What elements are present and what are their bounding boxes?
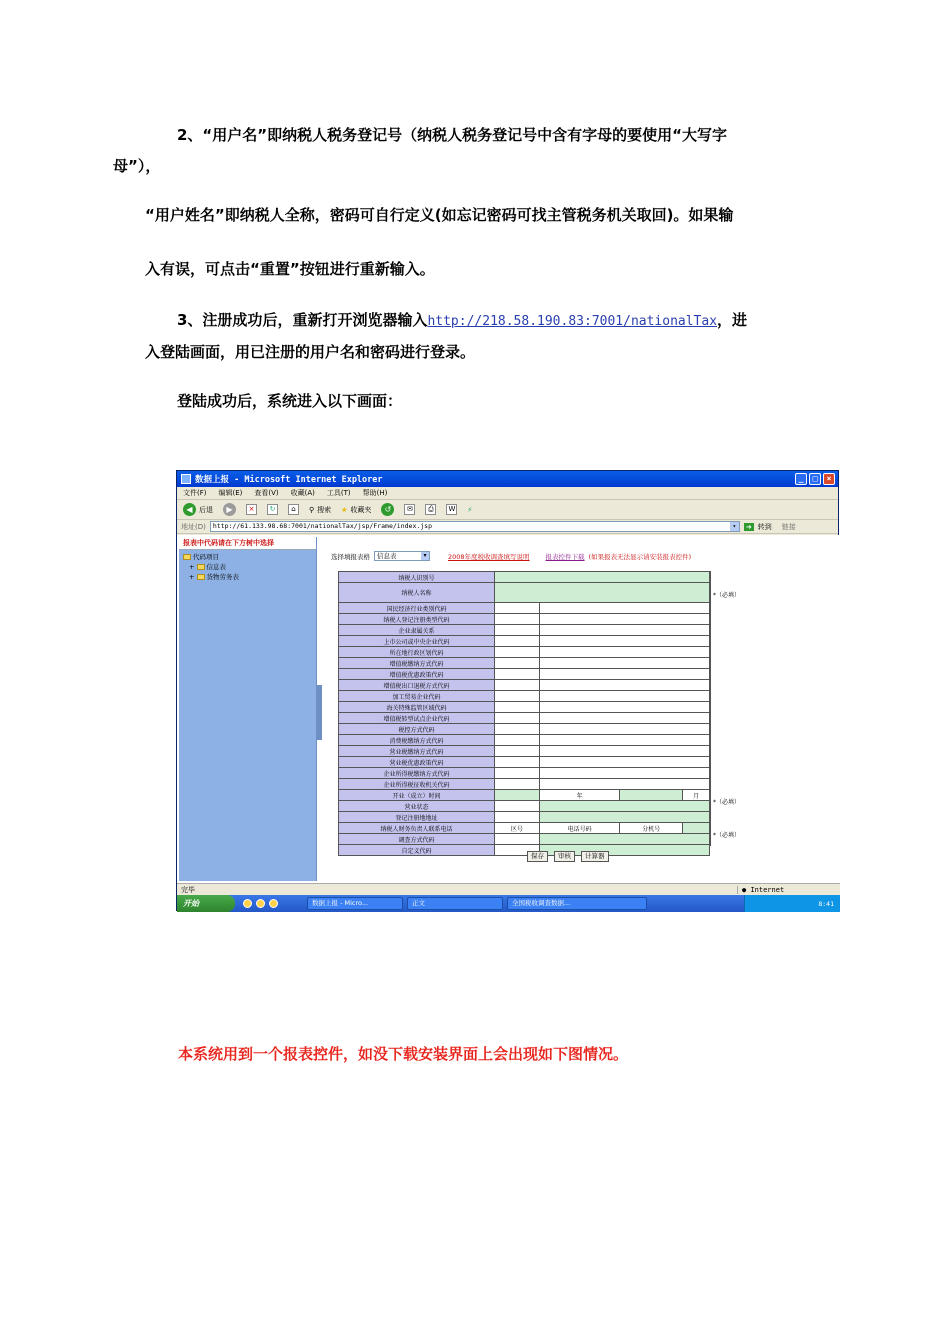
field-input[interactable] bbox=[495, 834, 540, 845]
required-mark: *（必填） bbox=[713, 832, 741, 839]
ie-icon bbox=[181, 474, 191, 484]
stop-button[interactable] bbox=[246, 504, 257, 515]
tree-item-label: 信息表 bbox=[206, 563, 227, 571]
field-label: 增值税转型试点企业代码 bbox=[339, 713, 495, 724]
field-input[interactable] bbox=[495, 625, 540, 636]
search-label: 搜索 bbox=[317, 505, 332, 514]
window-controls bbox=[795, 473, 835, 485]
form-pane bbox=[323, 537, 836, 881]
quicklaunch-icon[interactable] bbox=[269, 899, 278, 908]
forward-button[interactable] bbox=[223, 503, 236, 516]
field-input[interactable] bbox=[495, 572, 710, 583]
left-tree-pane bbox=[179, 537, 317, 881]
field-label: 海关特殊监管区域代码 bbox=[339, 702, 495, 713]
field-input[interactable] bbox=[539, 735, 709, 746]
text-line: 2、“用户名”即纳税人税务登记号（纳税人税务登记号中含有字母的要使用“大写字 bbox=[177, 126, 728, 144]
field-input[interactable] bbox=[539, 614, 709, 625]
favorites-button[interactable] bbox=[341, 505, 371, 515]
quicklaunch-icon[interactable] bbox=[256, 899, 265, 908]
field-input[interactable] bbox=[539, 746, 709, 757]
table-row bbox=[339, 735, 710, 746]
quicklaunch-icon[interactable] bbox=[243, 899, 252, 908]
star-icon: ★ bbox=[341, 505, 348, 514]
field-input[interactable] bbox=[539, 768, 709, 779]
form-buttons bbox=[527, 851, 609, 862]
text-line: ，进 bbox=[717, 311, 748, 329]
table-row bbox=[339, 572, 710, 583]
menu-file[interactable]: 文件(F) bbox=[183, 489, 207, 497]
tree-item-label: 货物劳务表 bbox=[206, 573, 240, 581]
table-row bbox=[339, 713, 710, 724]
table-row bbox=[339, 636, 710, 647]
field-label: 企业所得税征收机关代码 bbox=[339, 779, 495, 790]
tree-root[interactable] bbox=[183, 552, 312, 562]
table-row bbox=[339, 790, 710, 801]
menu-help[interactable]: 帮助(H) bbox=[362, 489, 388, 497]
field-input[interactable] bbox=[539, 724, 709, 735]
field-label: 加工贸易企业代码 bbox=[339, 691, 495, 702]
login-url-link[interactable]: http://218.58.190.83:7001/nationalTax bbox=[427, 314, 718, 329]
chevron-down-icon[interactable]: ▾ bbox=[730, 522, 739, 531]
table-row bbox=[339, 834, 710, 845]
links-label[interactable]: 链接 bbox=[781, 522, 796, 531]
field-input[interactable] bbox=[539, 834, 709, 845]
forward-arrow-icon: ▶ bbox=[223, 503, 236, 516]
save-button[interactable]: 保存 bbox=[527, 851, 548, 862]
paragraph-username bbox=[113, 120, 810, 182]
field-input[interactable] bbox=[495, 746, 540, 757]
field-input[interactable] bbox=[539, 669, 709, 680]
text-line: “用户姓名”即纳税人全称，密码可自行定义(如忘记密码可找主管税务机关取回)。如果输 bbox=[145, 206, 734, 224]
print-button[interactable] bbox=[425, 504, 436, 515]
field-input[interactable] bbox=[539, 625, 709, 636]
text-line: 入登陆画面，用已注册的用户名和密码进行登录。 bbox=[145, 343, 476, 361]
control-hint: (如果报表无法显示请安装报表控件) bbox=[588, 552, 692, 561]
field-input[interactable] bbox=[539, 702, 709, 713]
minimize-icon[interactable]: _ bbox=[795, 473, 807, 485]
menu-edit[interactable]: 编辑(E) bbox=[218, 489, 243, 497]
close-icon[interactable]: × bbox=[823, 473, 835, 485]
field-input[interactable] bbox=[539, 636, 709, 647]
home-button[interactable] bbox=[288, 504, 299, 515]
text-line: 母”）， bbox=[113, 157, 161, 175]
menu-bar bbox=[177, 487, 838, 500]
field-input[interactable] bbox=[539, 680, 709, 691]
search-button[interactable] bbox=[309, 505, 331, 515]
field-label: 营业税缴纳方式代码 bbox=[339, 746, 495, 757]
required-mark: *（必填） bbox=[713, 592, 741, 599]
ie-window-screenshot bbox=[176, 470, 839, 911]
field-input[interactable] bbox=[495, 790, 540, 801]
table-row bbox=[339, 669, 710, 680]
taskbar bbox=[177, 895, 840, 912]
field-input[interactable] bbox=[495, 812, 540, 823]
system-tray bbox=[744, 895, 840, 912]
field-input[interactable] bbox=[495, 691, 540, 702]
start-button[interactable] bbox=[177, 895, 235, 912]
field-input[interactable] bbox=[495, 636, 540, 647]
field-input[interactable] bbox=[495, 702, 540, 713]
field-input[interactable] bbox=[495, 680, 540, 691]
form-toolbar bbox=[331, 551, 691, 561]
field-label: 增值税出口退税方式代码 bbox=[339, 680, 495, 691]
table-row bbox=[339, 757, 710, 768]
edit-icon: W bbox=[446, 504, 457, 515]
folder-icon bbox=[197, 564, 205, 570]
paragraph-reset bbox=[145, 254, 810, 285]
table-row bbox=[339, 614, 710, 625]
text-line: 登陆成功后，系统进入以下画面： bbox=[177, 392, 403, 410]
field-label: 调查方式代码 bbox=[339, 834, 495, 845]
field-label: 营业状态 bbox=[339, 801, 495, 812]
code-tree bbox=[179, 550, 316, 584]
menu-view[interactable]: 查看(V) bbox=[254, 489, 279, 497]
field-caption: 电话号码 bbox=[539, 823, 620, 834]
field-label: 纳税人名称 bbox=[339, 583, 495, 603]
field-label: 纳税人识别号 bbox=[339, 572, 495, 583]
field-input[interactable] bbox=[539, 812, 709, 823]
field-input[interactable] bbox=[495, 713, 540, 724]
browser-toolbar bbox=[177, 500, 838, 520]
address-label: 地址(D) bbox=[181, 522, 206, 531]
field-input[interactable] bbox=[495, 768, 540, 779]
back-label: 后退 bbox=[199, 505, 213, 514]
back-button[interactable] bbox=[183, 503, 213, 516]
field-label: 企业隶属关系 bbox=[339, 625, 495, 636]
table-row bbox=[339, 823, 710, 834]
required-mark: *（必填） bbox=[713, 799, 741, 806]
field-input[interactable] bbox=[495, 614, 540, 625]
table-row bbox=[339, 812, 710, 823]
field-label: 增值税缴纳方式代码 bbox=[339, 658, 495, 669]
field-input[interactable] bbox=[495, 779, 540, 790]
refresh-button[interactable] bbox=[267, 504, 278, 515]
mail-icon: ✉ bbox=[404, 504, 415, 515]
field-label: 所在地行政区划代码 bbox=[339, 647, 495, 658]
paragraph-fullname bbox=[145, 200, 810, 231]
field-input[interactable] bbox=[495, 757, 540, 768]
field-label: 企业所得税缴纳方式代码 bbox=[339, 768, 495, 779]
table-row bbox=[339, 768, 710, 779]
field-input[interactable] bbox=[495, 669, 540, 680]
select-label: 选择填报表格 bbox=[331, 552, 370, 561]
field-label: 开业（成立）时间 bbox=[339, 790, 495, 801]
audit-button[interactable]: 审核 bbox=[554, 851, 575, 862]
tree-item-info[interactable]: + 信息表 bbox=[189, 563, 227, 571]
field-input[interactable] bbox=[539, 691, 709, 702]
table-select[interactable] bbox=[374, 551, 430, 561]
messenger-button[interactable] bbox=[467, 506, 472, 514]
task-app[interactable]: 全国税收调查数据... bbox=[507, 897, 647, 910]
clock: 8:41 bbox=[818, 899, 834, 908]
paragraph-after-login bbox=[145, 386, 810, 417]
table-row bbox=[339, 583, 710, 603]
field-input[interactable] bbox=[495, 658, 540, 669]
globe-icon: ● bbox=[742, 885, 747, 894]
address-value: http://61.133.98.68:7001/nationalTax/jsp/Frame/index.jsp bbox=[212, 522, 433, 530]
status-bar bbox=[177, 883, 840, 895]
stop-icon: × bbox=[246, 504, 257, 515]
search-icon: ⚲ bbox=[309, 505, 315, 514]
field-input[interactable] bbox=[495, 647, 540, 658]
paragraph-login-url bbox=[145, 305, 810, 368]
field-input[interactable] bbox=[539, 713, 709, 724]
field-label: 自定义代码 bbox=[339, 845, 495, 856]
menu-tools[interactable]: 工具(T) bbox=[326, 489, 351, 497]
field-input[interactable] bbox=[495, 801, 540, 812]
field-label: 国民经济行业类别代码 bbox=[339, 603, 495, 614]
field-input[interactable] bbox=[495, 583, 710, 603]
address-input[interactable] bbox=[210, 521, 740, 532]
go-label[interactable]: 转到 bbox=[757, 522, 772, 531]
field-label: 纳税人财务负责人联系电话 bbox=[339, 823, 495, 834]
field-input[interactable] bbox=[539, 779, 709, 790]
back-arrow-icon: ◀ bbox=[183, 503, 196, 516]
calculator-button[interactable]: 计算器 bbox=[581, 851, 609, 862]
table-row bbox=[339, 658, 710, 669]
table-row bbox=[339, 702, 710, 713]
control-download-link[interactable]: 报表控件下载 bbox=[545, 552, 585, 561]
field-input[interactable] bbox=[495, 603, 540, 614]
field-input[interactable] bbox=[620, 790, 683, 801]
table-row bbox=[339, 779, 710, 790]
field-label: 登记注册地地址 bbox=[339, 812, 495, 823]
control-warning-note: 本系统用到一个报表控件，如没下载安装界面上会出现如下图情况。 bbox=[178, 1045, 629, 1063]
window-titlebar bbox=[177, 471, 838, 487]
history-icon: ↺ bbox=[381, 503, 394, 516]
required-column bbox=[710, 571, 824, 846]
field-input[interactable] bbox=[495, 724, 540, 735]
table-row bbox=[339, 724, 710, 735]
field-caption: 年 bbox=[539, 790, 620, 801]
start-label: 开始 bbox=[183, 899, 199, 908]
field-label: 消费税缴纳方式代码 bbox=[339, 735, 495, 746]
table-row bbox=[339, 801, 710, 812]
table-row bbox=[339, 680, 710, 691]
field-label: 税控方式代码 bbox=[339, 724, 495, 735]
mail-button[interactable] bbox=[404, 504, 415, 515]
status-zone bbox=[737, 886, 784, 894]
pane-splitter[interactable] bbox=[317, 685, 322, 740]
history-button[interactable] bbox=[381, 503, 394, 516]
favorites-label: 收藏夹 bbox=[350, 505, 372, 514]
window-title: 数据上报 - Microsoft Internet Explorer bbox=[195, 475, 383, 485]
tree-header: 报表中代码请在下方树中选择 bbox=[179, 537, 316, 550]
survey-instructions-link[interactable]: 2008年度税收调查填写说明 bbox=[448, 552, 530, 561]
edit-button[interactable] bbox=[446, 504, 457, 515]
field-input[interactable] bbox=[539, 658, 709, 669]
print-icon: ⎙ bbox=[425, 504, 436, 515]
tree-item-goods[interactable]: + 货物劳务表 bbox=[189, 573, 240, 581]
status-text: 完毕 bbox=[181, 885, 195, 894]
chevron-down-icon: ▾ bbox=[421, 552, 429, 560]
menu-favorites[interactable]: 收藏(A) bbox=[290, 489, 315, 497]
go-button-icon[interactable]: ➜ bbox=[745, 522, 752, 531]
field-input[interactable] bbox=[539, 603, 709, 614]
table-row bbox=[339, 647, 710, 658]
field-input[interactable] bbox=[539, 801, 709, 812]
home-icon: ⌂ bbox=[288, 504, 299, 515]
table-row bbox=[339, 746, 710, 757]
text-line: 3、注册成功后，重新打开浏览器输入 bbox=[177, 311, 428, 329]
folder-icon bbox=[197, 574, 205, 580]
field-input[interactable] bbox=[495, 735, 540, 746]
folder-icon bbox=[183, 554, 191, 560]
field-label: 纳税人登记注册类型代码 bbox=[339, 614, 495, 625]
select-value: 信息表 bbox=[377, 552, 397, 560]
address-bar bbox=[177, 520, 838, 534]
task-folder[interactable]: 正文 bbox=[407, 897, 503, 910]
field-caption: 分机号 bbox=[620, 823, 683, 834]
table-row bbox=[339, 845, 710, 856]
field-input[interactable] bbox=[683, 823, 710, 834]
refresh-icon: ↻ bbox=[267, 504, 278, 515]
zone-label: Internet bbox=[750, 885, 785, 894]
field-caption: 区号 bbox=[495, 823, 540, 834]
page-content bbox=[177, 535, 840, 883]
report-table bbox=[338, 571, 710, 856]
table-row bbox=[339, 603, 710, 614]
table-row bbox=[339, 625, 710, 636]
field-input[interactable] bbox=[539, 757, 709, 768]
table-row bbox=[339, 691, 710, 702]
task-ie[interactable]: 数据上报 - Micro... bbox=[307, 897, 403, 910]
lightning-icon: ⚡ bbox=[467, 505, 473, 514]
text-line: 入有误，可点击“重置”按钮进行重新输入。 bbox=[145, 260, 435, 278]
tree-root-label: 代码项目 bbox=[193, 553, 219, 561]
report-form bbox=[338, 571, 824, 855]
quick-launch bbox=[243, 899, 303, 908]
field-label: 营业税优惠政策代码 bbox=[339, 757, 495, 768]
field-caption: 月 bbox=[683, 790, 710, 801]
field-label: 增值税优惠政策代码 bbox=[339, 669, 495, 680]
field-input[interactable] bbox=[539, 647, 709, 658]
field-label: 上市公司或中央企业代码 bbox=[339, 636, 495, 647]
maximize-icon[interactable]: □ bbox=[809, 473, 821, 485]
